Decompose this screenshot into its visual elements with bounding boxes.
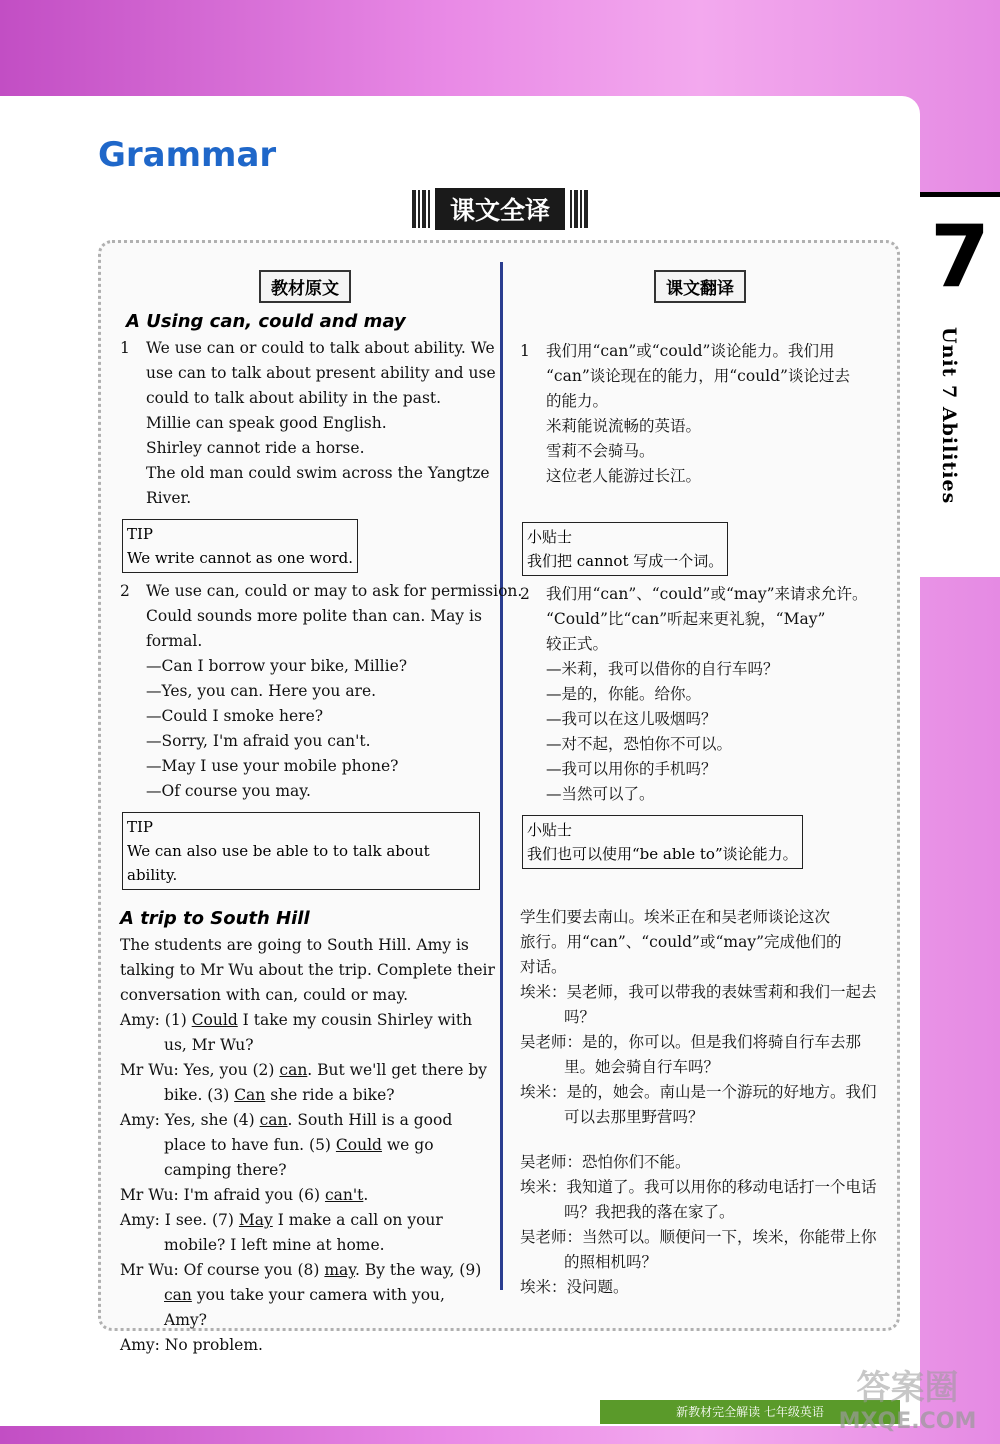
translation-column: 课文翻译 1 我们用“can”或“could”谈论能力。我们用 “can”谈论现在的能力，用“could”谈论过去 的能力。 米莉能说流畅的英语。 雪莉不会骑马。 这位老人能游过长江。 小贴士 我们把 cannot 写成一个词。 2 我们用“can”、“could”或“may”来请求允许。 “Could”比“can”听起来更礼貌，“May” 较正式。 —米莉，我可以借你的自行车吗？ —是的，你能。给你。 —我可以在这儿吸烟吗？ —对不起，恐怕你不可以。 —我可以用你的手机吗？ —当然可以了。 小贴士 我们也可以使用“be able to”谈论能力。 学生们要去南山。埃米正在和吴老师谈论这次 旅行。用“can”、“could”或“may”完成他们的 对话。 埃米：吴老师，我可以带我的表妹雪莉和我们一起去吗？ 吴老师：是的，你可以。但是我们将骑自行车去那里。她会骑自行车吗？ 埃米：是的，她会。南山是一个游玩的好地方。我们可以去那里野营吗？ 吴老师：恐怕你们不能。 埃米：我知道了。我可以用你的移动电话打一个电话吗？我把我的落在家了。 吴老师：当然可以。顺便问一下，埃米，你能带上你的照相机吗？ 埃米：没问题。: [520, 270, 880, 1300]
translation-dialogue-line: 埃米：我知道了。我可以用你的移动电话打一个电话吗？我把我的落在家了。: [520, 1178, 877, 1221]
translation-dialogue-line: 吴老师：是的，你可以。但是我们将骑自行车去那里。她会骑自行车吗？: [520, 1033, 862, 1076]
footer-bar: 新教材完全解读 七年级英语: [600, 1400, 900, 1424]
unit-number: 7: [920, 197, 1000, 317]
translation-dialogue-line: 吴老师：恐怕你们不能。: [520, 1153, 691, 1171]
page-title: Grammar: [98, 135, 277, 175]
tip-box: TIP We can also use be able to to talk about ability.: [122, 812, 480, 890]
unit-tab: [920, 192, 1000, 577]
dialogue-line: Mr Wu: I'm afraid you (6) can't.: [120, 1186, 369, 1204]
dialogue-line: Amy: (1) Could I take my cousin Shirley with us, Mr Wu?: [120, 1011, 473, 1054]
tip-box: 小贴士 我们把 cannot 写成一个词。: [522, 522, 728, 576]
banner-bars-right: [570, 190, 588, 228]
section-b-heading: A trip to South Hill: [120, 908, 310, 929]
original-header: 教材原文: [120, 270, 490, 303]
translation-dialogue-line: 埃米：吴老师，我可以带我的表妹雪莉和我们一起去吗？: [520, 983, 877, 1026]
section-a-heading: A Using can, could and may: [126, 311, 406, 332]
tip-box: 小贴士 我们也可以使用“be able to”谈论能力。: [522, 815, 803, 869]
dialogue-line: Amy: Yes, she (4) can. South Hill is a good place to have fun. (5) Could we go camping there?: [120, 1111, 453, 1179]
dialogue-line: Amy: No problem.: [120, 1336, 263, 1354]
dialogue-line: Mr Wu: Of course you (8) may. By the way, (9) can you take your camera with you, Amy?: [120, 1261, 482, 1329]
banner: [384, 186, 616, 232]
dialogue-line: Mr Wu: Yes, you (2) can. But we'll get there by bike. (3) Can she ride a bike?: [120, 1061, 488, 1104]
translation-dialogue-line: 吴老师：当然可以。顺便问一下，埃米，你能带上你的照相机吗？: [520, 1228, 877, 1271]
translation-dialogue-line: 埃米：没问题。: [520, 1278, 629, 1296]
watermark: 答案圈 MXQE.COM: [838, 1368, 977, 1434]
translation-dialogue-line: 埃米：是的，她会。南山是一个游玩的好地方。我们可以去那里野营吗？: [520, 1083, 877, 1126]
unit-label: Unit 7 Abilities: [938, 327, 960, 505]
column-divider: [500, 262, 503, 1290]
original-text-column: 教材原文 A Using can, could and may 1 We use can or could to talk about ability. We use can to talk about present ability and use could to talk about ability in the past. Millie can speak good English. Shirley cannot ride a horse. The old man could swim across the Yangtze River. TIP We write cannot as one word. 2 We use can, could or may to ask for permission. Could sounds more polite than can. May is formal. —Can I borrow your bike, Millie? —Yes, you can. Here you are. —Could I smoke here? —Sorry, I'm afraid you can't. —May I use your mobile phone? —Of course you may. TIP We can also use be able to to talk about ability. A trip to South Hill The students are going to South Hill. Amy is talking to Mr Wu about the trip. Complete their conversation with can, could or may. Amy: (1) Could I take my cousin Shirley with us, Mr Wu? Mr Wu: Yes, you (2) can. But we'll get there by bike. (3) Can she ride a bike? Amy: Yes, she (4) can. South Hill is a good place to have fun. (5) Could we go camping there? Mr Wu: I'm afraid you (6) can't. Amy: I see. (7) May I make a call on your mobile? I left mine at home. Mr Wu: Of course you (8) may. By the way, (9) can you take your camera with you, Amy? Amy: No problem.: [120, 270, 490, 1358]
banner-label: 课文全译: [435, 188, 565, 230]
banner-bars-left: [412, 190, 430, 228]
dialogue-line: Amy: I see. (7) May I make a call on your mobile? I left mine at home.: [120, 1211, 443, 1254]
translation-header: 课文翻译: [520, 270, 880, 303]
tip-box: TIP We write cannot as one word.: [122, 519, 358, 573]
